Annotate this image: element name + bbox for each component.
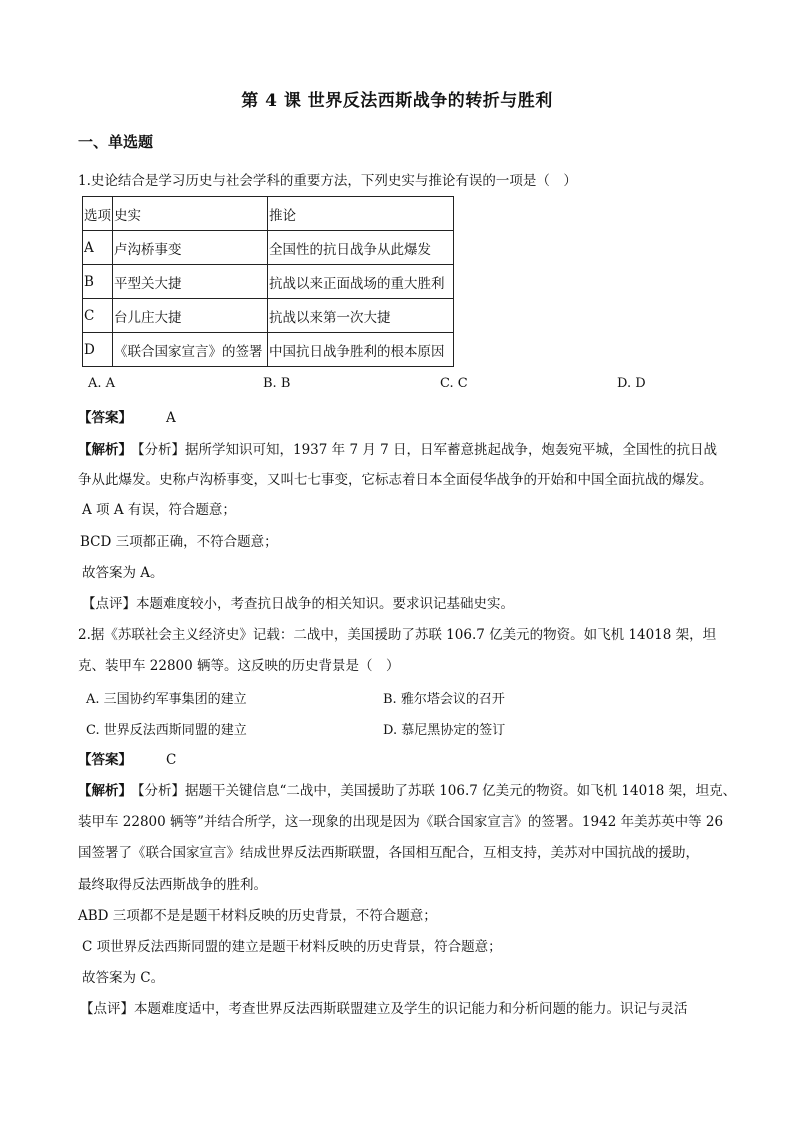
q1-analysis-line: 争从此爆发。史称卢沟桥事变，又叫七七事变，它标志着日本全面侵华战争的开始和中国全面抗战的爆发。 (78, 472, 713, 488)
q2-analysis-line: C 项世界反法西斯同盟的建立是题干材料反映的历史背景，符合题意； (82, 939, 502, 955)
q2-analysis-line: 【分析】据题干关键信息“二战中，美国援助了苏联 106.7 亿美元的物资。如飞机 14018 架，坦克、 (131, 783, 737, 799)
q2-analysis-line: ABD 三项都不是是题干材料反映的历史背景，不符合题意； (78, 908, 437, 924)
q1-analysis-line: BCD 三项都正确，不符合题意； (80, 534, 278, 550)
table-header-cell: 史实 (113, 197, 268, 231)
q2-stem-line: 克、装甲车 22800 辆等。这反映的历史背景是（ ） (78, 658, 400, 674)
q2-analysis-tag: 【解析】 (78, 783, 132, 799)
q2-option-a: A. 三国协约军事集团的建立 (86, 692, 247, 707)
q1-option-a: A. A (88, 376, 116, 391)
table-cell: C (83, 299, 113, 333)
q1-option-c: C. C (440, 376, 468, 391)
table-cell: A (83, 231, 113, 265)
q1-option-b: B. B (263, 376, 291, 391)
q1-answer-value: A (166, 410, 176, 426)
q2-option-b: B. 雅尔塔会议的召开 (383, 692, 505, 707)
q2-analysis-line: 国签署了《联合国家宣言》结成世界反法西斯联盟，各国相互配合，互相支持，美苏对中国抗战的援助， (78, 845, 699, 861)
table-cell: 《联合国家宣言》的签署 (113, 333, 268, 367)
q1-analysis-line: 故答案为 A。 (82, 565, 164, 581)
q2-analysis-line: 装甲车 22800 辆等”并结合所学，这一现象的出现是因为《联合国家宣言》的签署。1942 年美苏英中等 26 (78, 814, 724, 830)
table-row (83, 265, 454, 299)
q2-option-c: C. 世界反法西斯同盟的建立 (86, 723, 247, 738)
q1-option-d: D. D (617, 376, 646, 391)
table-cell: 中国抗日战争胜利的根本原因 (268, 333, 454, 367)
q2-analysis-line: 【点评】本题难度适中，考查世界反法西斯联盟建立及学生的识记能力和分析问题的能力。识记与灵活 (80, 1001, 688, 1017)
table-header-cell: 选项 (83, 197, 113, 231)
table-header-cell: 推论 (268, 197, 454, 231)
table-header-row (83, 197, 454, 231)
q1-analysis-line: A 项 A 有误，符合题意； (82, 502, 236, 518)
table-row (83, 333, 454, 367)
table-cell: 抗战以来正面战场的重大胜利 (268, 265, 454, 299)
table-cell: 抗战以来第一次大捷 (268, 299, 454, 333)
q2-analysis-line: 故答案为 C。 (82, 970, 165, 986)
page-title: 第 4 课 世界反法西斯战争的转折与胜利 (241, 91, 553, 111)
q2-answer-value: C (166, 752, 177, 768)
section-heading: 一、单选题 (78, 133, 154, 151)
table-cell: 平型关大捷 (113, 265, 268, 299)
q2-option-d: D. 慕尼黑协定的签订 (383, 723, 506, 738)
q1-analysis-tag: 【解析】 (78, 442, 132, 458)
table-cell: 卢沟桥事变 (113, 231, 268, 265)
q2-stem-line: 2.据《苏联社会主义经济史》记载：二战中，美国援助了苏联 106.7 亿美元的物资。如飞机 14018 架，坦 (78, 627, 717, 643)
table-cell: 全国性的抗日战争从此爆发 (268, 231, 454, 265)
q1-analysis-line: 【分析】据所学知识可知，1937 年 7 月 7 日，日军蓄意挑起战争，炮轰宛平城，全国性的抗日战 (131, 442, 717, 458)
table-row (83, 231, 454, 265)
table-cell: D (83, 333, 113, 367)
q1-table (82, 196, 454, 367)
q1-answer-tag: 【答案】 (78, 410, 132, 426)
q2-answer-tag: 【答案】 (78, 752, 132, 768)
table-row (83, 299, 454, 333)
q2-analysis-line: 最终取得反法西斯战争的胜利。 (78, 877, 267, 893)
q1-stem: 1.史论结合是学习历史与社会学科的重要方法，下列史实与推论有误的一项是（ ） (78, 173, 577, 189)
table-cell: 台儿庄大捷 (113, 299, 268, 333)
table-cell: B (83, 265, 113, 299)
q1-analysis-line: 【点评】本题难度较小，考查抗日战争的相关知识。要求识记基础史实。 (82, 596, 514, 612)
